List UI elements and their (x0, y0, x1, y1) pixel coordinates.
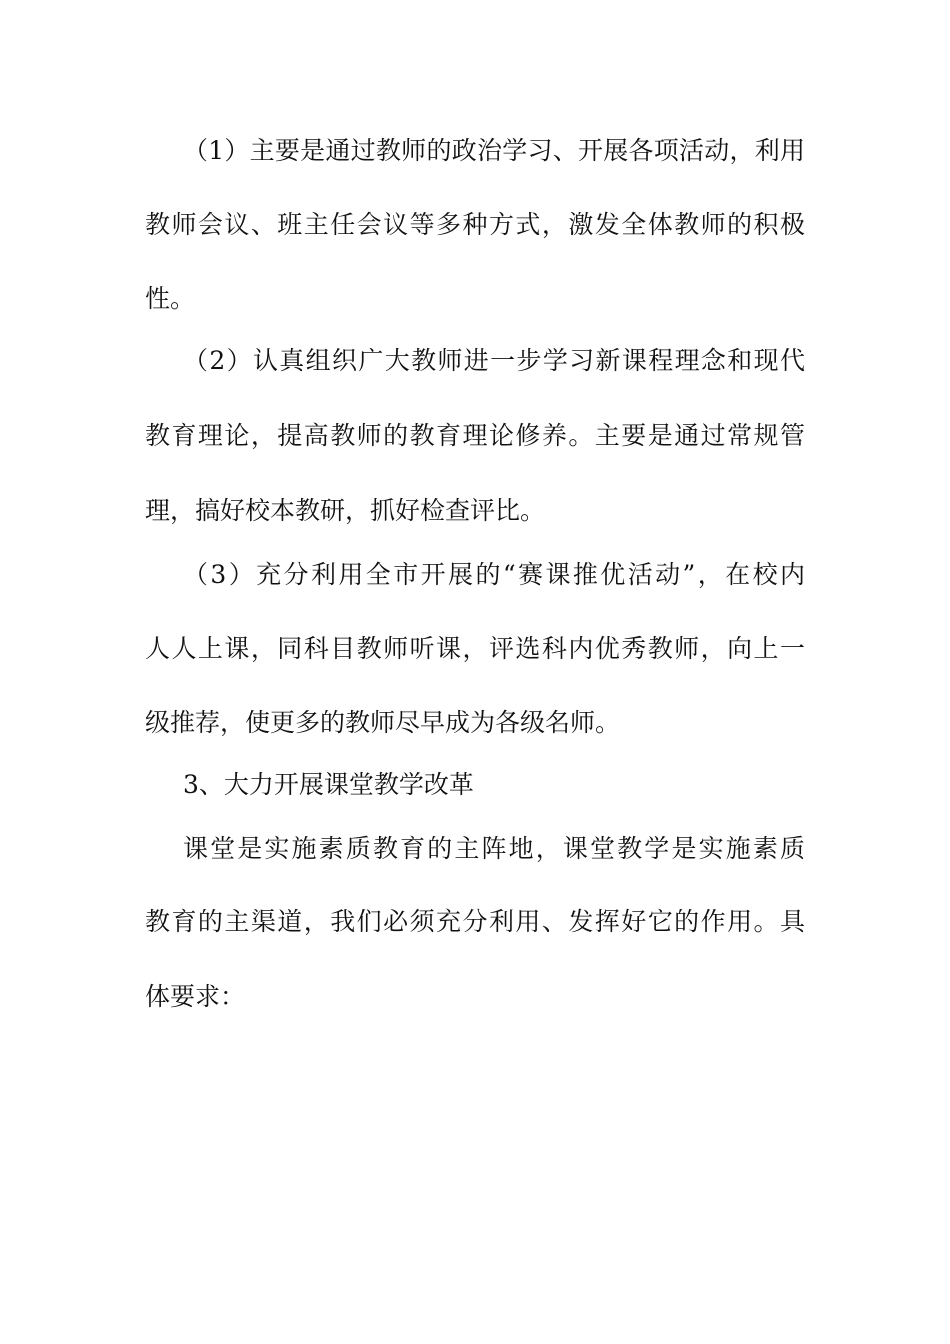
section-heading: 3、大力开展课堂教学改革 (183, 770, 474, 799)
paragraph-1-line-2: 教师会议、班主任会议等多种方式，激发全体教师的积极 (145, 210, 805, 239)
paragraph-4-line-2: 教育的主渠道，我们必须充分利用、发挥好它的作用。具 (145, 907, 805, 936)
paragraph-2-line-1: （2）认真组织广大教师进一步学习新课程理念和现代 (183, 346, 805, 375)
paragraph-3-line-1: （3）充分利用全市开展的“赛课推优活动”，在校内 (183, 560, 805, 589)
paragraph-1-line-1: （1）主要是通过教师的政治学习、开展各项活动，利用 (183, 136, 805, 165)
paragraph-3-line-3: 级推荐，使更多的教师尽早成为各级名师。 (145, 708, 621, 737)
paragraph-3-line-2: 人人上课，同科目教师听课，评选科内优秀教师，向上一 (145, 634, 805, 663)
paragraph-2-line-2: 教育理论，提高教师的教育理论修养。主要是通过常规管 (145, 421, 805, 450)
paragraph-2-line-3: 理，搞好校本教研，抓好检查评比。 (145, 496, 546, 525)
paragraph-1-line-3: 性。 (145, 284, 196, 313)
paragraph-4-line-3: 体要求： (145, 982, 246, 1011)
paragraph-4-line-1: 课堂是实施素质教育的主阵地，课堂教学是实施素质 (183, 834, 805, 863)
